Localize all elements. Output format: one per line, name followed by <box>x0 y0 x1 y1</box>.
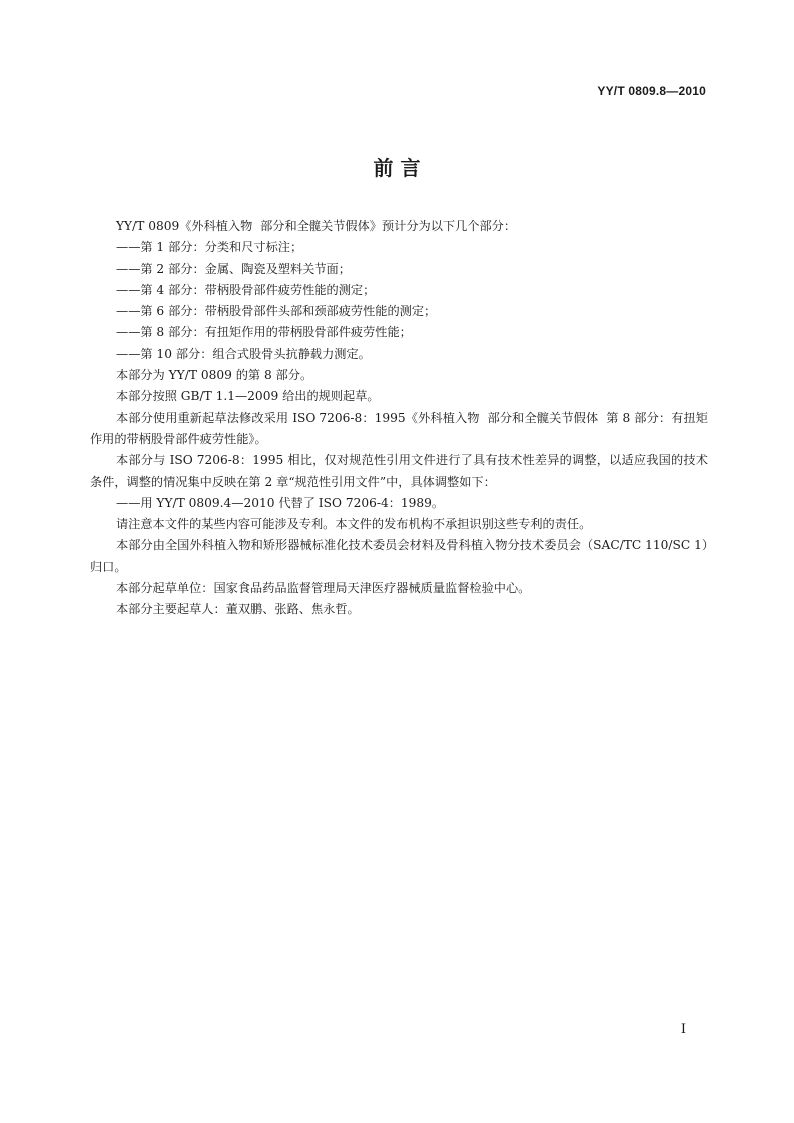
list-item: ——第 8 部分：有扭矩作用的带柄股骨部件疲劳性能； <box>116 325 412 340</box>
list-item: ——用 YY/T 0809.4—2010 代替了 ISO 7206-4：1989。 <box>116 495 445 510</box>
list-item: ——第 6 部分：带柄股骨部件头部和颈部疲劳性能的测定； <box>116 304 437 319</box>
paragraph: 本部分与 ISO 7206-8：1995 相比，仅对规范性引用文件进行了具有技术性差异的调整，以适应我国的技术条件，调整的情况集中反映在第 2 章“规范性引用文件”中，具体调整如下： <box>90 453 708 489</box>
list-item: ——第 2 部分：金属、陶瓷及塑料关节面； <box>116 261 351 276</box>
section-title: 前 言 <box>373 156 421 180</box>
paragraph: 本部分起草单位：国家食品药品监督管理局天津医疗器械质量监督检验中心。 <box>116 581 531 596</box>
page-number: I <box>680 1022 686 1037</box>
paragraph: 本部分按照 GB/T 1.1—2009 给出的规则起草。 <box>116 389 380 404</box>
paragraph: 本部分为 YY/T 0809 的第 8 部分。 <box>116 368 313 383</box>
list-item: ——第 1 部分：分类和尺寸标注； <box>116 240 303 255</box>
paragraph: 本部分使用重新起草法修改采用 ISO 7206-8：1995《外科植入物 部分和全髋关节假体 第 8 部分：有扭矩作用的带柄股骨部件疲劳性能》。 <box>90 410 708 446</box>
list-item: ——第 4 部分：带柄股骨部件疲劳性能的测定； <box>116 282 376 297</box>
paragraph: 本部分主要起草人：董双鹏、张路、焦永哲。 <box>116 602 360 617</box>
paragraph: 请注意本文件的某些内容可能涉及专利。本文件的发布机构不承担识别这些专利的责任。 <box>116 517 592 532</box>
standard-code: YY/T 0809.8—2010 <box>597 84 706 98</box>
paragraph: 本部分由全国外科植入物和矫形器械标准化技术委员会材料及骨科植入物分技术委员会（SAC/TC 110/SC 1）归口。 <box>90 538 708 574</box>
foreword-body <box>90 216 708 621</box>
paragraph: YY/T 0809《外科植入物 部分和全髋关节假体》预计分为以下几个部分： <box>116 219 517 233</box>
list-item: ——第 10 部分：组合式股骨头抗静载力测定。 <box>116 346 371 361</box>
